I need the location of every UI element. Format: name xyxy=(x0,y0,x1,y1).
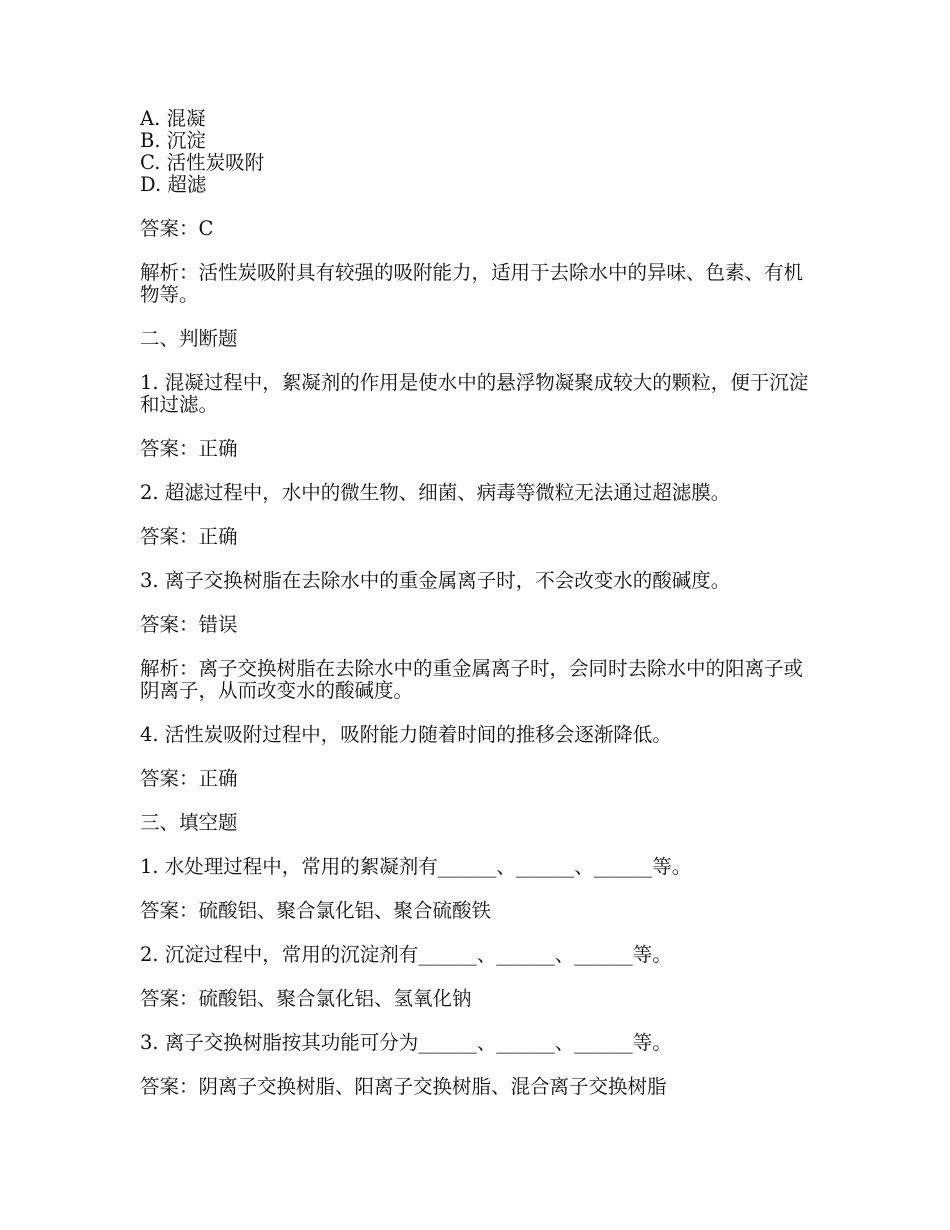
judgement-answer-1: 答案：正确 xyxy=(140,437,238,460)
judgement-answer-2: 答案：正确 xyxy=(140,525,238,548)
judgement-question-1: 1. 混凝过程中，絮凝剂的作用是使水中的悬浮物凝聚成较大的颗粒，便于沉淀和过滤。 xyxy=(140,371,809,416)
document-page xyxy=(140,108,820,1098)
fill-question-3: 3. 离子交换树脂按其功能可分为______、______、______等。 xyxy=(140,1031,672,1054)
fill-question-1: 1. 水处理过程中，常用的絮凝剂有______、______、______等。 xyxy=(140,855,692,878)
judgement-answer-4: 答案：正确 xyxy=(140,767,238,790)
fill-answer-2: 答案：硫酸铝、聚合氯化铝、氢氧化钠 xyxy=(140,987,472,1010)
judgement-answer-3: 答案：错误 xyxy=(140,613,238,636)
judgement-question-4: 4. 活性炭吸附过程中，吸附能力随着时间的推移会逐渐降低。 xyxy=(140,723,672,746)
fill-answer-1: 答案：硫酸铝、聚合氯化铝、聚合硫酸铁 xyxy=(140,899,492,922)
option-c: C. 活性炭吸附 xyxy=(140,151,265,174)
section-title-judgement: 二、判断题 xyxy=(140,327,238,350)
option-a: A. 混凝 xyxy=(140,107,206,130)
mc-analysis: 解析：活性炭吸附具有较强的吸附能力，适用于去除水中的异味、色素、有机物等。 xyxy=(140,261,804,306)
mc-answer: 答案：C xyxy=(140,217,214,240)
fill-question-2: 2. 沉淀过程中，常用的沉淀剂有______、______、______等。 xyxy=(140,943,672,966)
judgement-question-2: 2. 超滤过程中，水中的微生物、细菌、病毒等微粒无法通过超滤膜。 xyxy=(140,481,731,504)
section-title-fill-blank: 三、填空题 xyxy=(140,811,238,834)
fill-answer-3: 答案：阴离子交换树脂、阳离子交换树脂、混合离子交换树脂 xyxy=(140,1075,667,1098)
judgement-question-3: 3. 离子交换树脂在去除水中的重金属离子时，不会改变水的酸碱度。 xyxy=(140,569,731,592)
judgement-analysis-3: 解析：离子交换树脂在去除水中的重金属离子时，会同时去除水中的阳离子或阴离子，从而改变水的酸碱度。 xyxy=(140,657,804,702)
option-b: B. 沉淀 xyxy=(140,129,206,152)
option-d: D. 超滤 xyxy=(140,173,207,196)
